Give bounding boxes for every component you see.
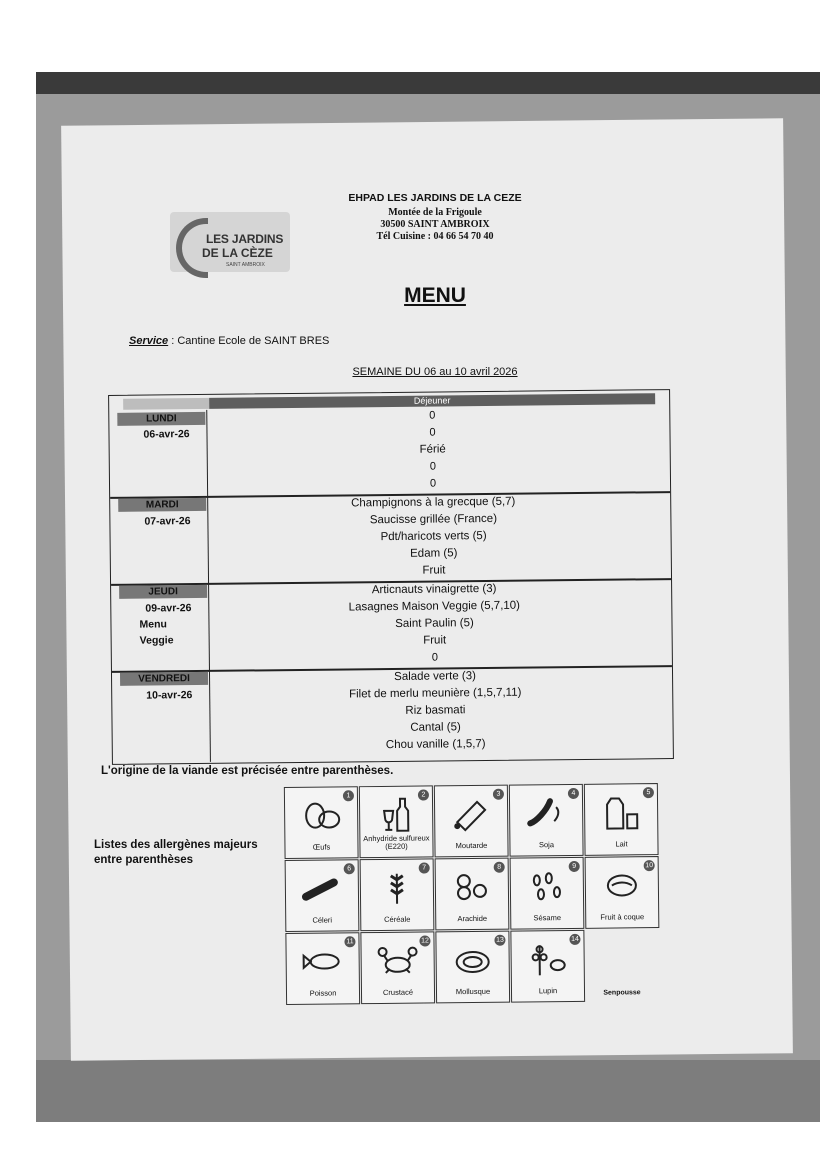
dish: Pdt/haricots verts (5) bbox=[380, 529, 487, 544]
allergen-name: Anhydride sulfureux (E220) bbox=[363, 833, 430, 851]
allergen-grid bbox=[284, 783, 662, 1009]
brand-name: Senpousse bbox=[603, 989, 641, 997]
allergen-cell-lait bbox=[584, 783, 659, 856]
allergen-name: Œufs bbox=[312, 842, 331, 852]
day-label: LUNDI bbox=[117, 412, 205, 426]
dish: Férié bbox=[419, 443, 446, 456]
wheat-icon bbox=[375, 870, 419, 906]
logo-text-3: SAINT AMBROIX bbox=[226, 262, 265, 268]
allergen-number: 2 bbox=[418, 789, 429, 800]
day-label: JEUDI bbox=[119, 585, 207, 599]
allergen-cell-crustace bbox=[360, 931, 435, 1004]
oyster-icon bbox=[450, 942, 494, 978]
allergens-label-line-2: entre parenthèses bbox=[94, 854, 194, 866]
allergen-cell-soja bbox=[509, 784, 584, 857]
allergen-number: 12 bbox=[419, 935, 430, 946]
allergen-cell-lupin bbox=[510, 930, 585, 1003]
scan-top-edge bbox=[36, 72, 820, 94]
allergen-number: 6 bbox=[344, 863, 355, 874]
service-line bbox=[129, 335, 329, 347]
allergen-name: Poisson bbox=[309, 988, 337, 998]
dish: Lasagnes Maison Veggie (5,7,10) bbox=[348, 599, 521, 614]
soy-pod-icon bbox=[524, 795, 568, 831]
allergen-cell-cereale bbox=[360, 858, 435, 931]
dish: Fruit bbox=[423, 634, 447, 647]
allergen-cell-poisson bbox=[285, 932, 360, 1005]
crab-icon bbox=[375, 943, 419, 979]
service-label: Service bbox=[129, 335, 169, 347]
allergen-number: 7 bbox=[419, 862, 430, 873]
allergen-cell-moutarde bbox=[434, 785, 509, 858]
milk-carton-icon bbox=[599, 794, 643, 830]
table-header-left bbox=[123, 398, 209, 410]
dish: Cantal (5) bbox=[410, 721, 461, 734]
allergen-cell-celeri bbox=[285, 859, 360, 932]
allergen-name: Mollusque bbox=[455, 986, 491, 997]
dish: 0 bbox=[429, 409, 436, 422]
address-line-2: 30500 SAINT AMBROIX bbox=[380, 219, 490, 230]
origin-note: L'origine de la viande est précisée entre parenthèses. bbox=[101, 765, 394, 777]
scan-bottom-edge bbox=[36, 1060, 820, 1122]
allergen-cell-mollusque bbox=[435, 931, 510, 1004]
sesame-icon bbox=[525, 868, 569, 904]
dish: Saint Paulin (5) bbox=[395, 617, 474, 630]
allergen-name: Sésame bbox=[533, 913, 562, 923]
dish: Saucisse grillée (France) bbox=[369, 512, 498, 527]
dish: 0 bbox=[431, 651, 438, 664]
week-title: SEMAINE DU 06 au 10 avril 2026 bbox=[352, 366, 518, 378]
allergen-number: 13 bbox=[494, 935, 505, 946]
day-label: VENDREDI bbox=[120, 672, 208, 686]
allergen-number: 14 bbox=[569, 934, 580, 945]
dish: Fruit bbox=[422, 564, 446, 577]
lupin-icon bbox=[525, 941, 569, 977]
menu-table bbox=[108, 389, 674, 765]
dish: Articnauts vinaigrette (3) bbox=[371, 582, 497, 597]
logo-text-2: DE LA CÈZE bbox=[202, 246, 273, 260]
allergen-number: 5 bbox=[643, 787, 654, 798]
dish: 0 bbox=[429, 477, 437, 490]
dish: Chou vanille (1,5,7) bbox=[385, 738, 486, 752]
celery-icon bbox=[300, 870, 344, 906]
allergen-cell-brand bbox=[585, 929, 658, 1000]
dish: Salade verte (3) bbox=[394, 670, 477, 683]
allergen-name: Crustacé bbox=[382, 987, 414, 997]
allergen-name: Moutarde bbox=[455, 840, 488, 851]
menu-note: Veggie bbox=[139, 634, 174, 647]
allergen-name: Céréale bbox=[384, 914, 411, 924]
allergen-number: 8 bbox=[494, 862, 505, 873]
day-date: 09-avr-26 bbox=[145, 602, 192, 615]
page-title: MENU bbox=[404, 284, 466, 307]
allergen-name: Arachide bbox=[457, 913, 488, 924]
allergen-number: 9 bbox=[569, 861, 580, 872]
dish: Champignons à la grecque (5,7) bbox=[351, 495, 516, 510]
dish: Filet de merlu meunière (1,5,7,11) bbox=[348, 686, 522, 701]
address-line-1: Montée de la Frigoule bbox=[388, 207, 482, 218]
phone: Tél Cuisine : 04 66 54 70 40 bbox=[376, 231, 494, 242]
allergen-name: Soja bbox=[538, 840, 555, 850]
allergen-cell-fruit-a-coque bbox=[585, 856, 660, 929]
day-date: 07-avr-26 bbox=[144, 515, 191, 528]
allergen-cell-sulfites bbox=[359, 785, 434, 858]
allergen-number: 10 bbox=[644, 860, 655, 871]
peanut-icon bbox=[450, 869, 494, 905]
logo-text-1: LES JARDINS bbox=[206, 232, 284, 246]
day-date: 06-avr-26 bbox=[143, 428, 190, 441]
day-date: 10-avr-26 bbox=[146, 689, 193, 702]
allergen-number: 4 bbox=[568, 788, 579, 799]
allergen-number: 1 bbox=[343, 790, 354, 801]
menu-note: Menu bbox=[139, 618, 167, 631]
table-header: Déjeuner bbox=[209, 393, 655, 409]
wine-bottle-icon bbox=[374, 797, 418, 833]
allergen-name: Fruit à coque bbox=[600, 912, 645, 922]
allergen-cell-arachide bbox=[435, 858, 510, 931]
service-value: : Cantine Ecole de SAINT BRES bbox=[168, 335, 330, 347]
nut-icon bbox=[600, 867, 644, 903]
allergens-label-line-1: Listes des allergènes majeurs bbox=[94, 839, 258, 851]
dish: Riz basmati bbox=[405, 704, 466, 717]
allergens-label bbox=[94, 838, 294, 868]
dish: 0 bbox=[429, 460, 436, 473]
allergen-name: Lupin bbox=[538, 986, 558, 996]
dish: 0 bbox=[429, 426, 436, 439]
dish: Edam (5) bbox=[410, 547, 458, 560]
day-label: MARDI bbox=[118, 498, 206, 512]
allergen-number: 3 bbox=[493, 789, 504, 800]
allergen-cell-oeufs bbox=[284, 786, 359, 859]
establishment-name: EHPAD LES JARDINS DE LA CEZE bbox=[348, 192, 522, 204]
allergen-number: 11 bbox=[344, 936, 355, 947]
allergen-name: Céleri bbox=[312, 915, 333, 925]
allergen-cell-sesame bbox=[510, 857, 585, 930]
mustard-tube-icon bbox=[449, 796, 493, 832]
egg-icon bbox=[299, 797, 343, 833]
fish-icon bbox=[300, 943, 344, 979]
allergen-name: Lait bbox=[615, 839, 628, 849]
